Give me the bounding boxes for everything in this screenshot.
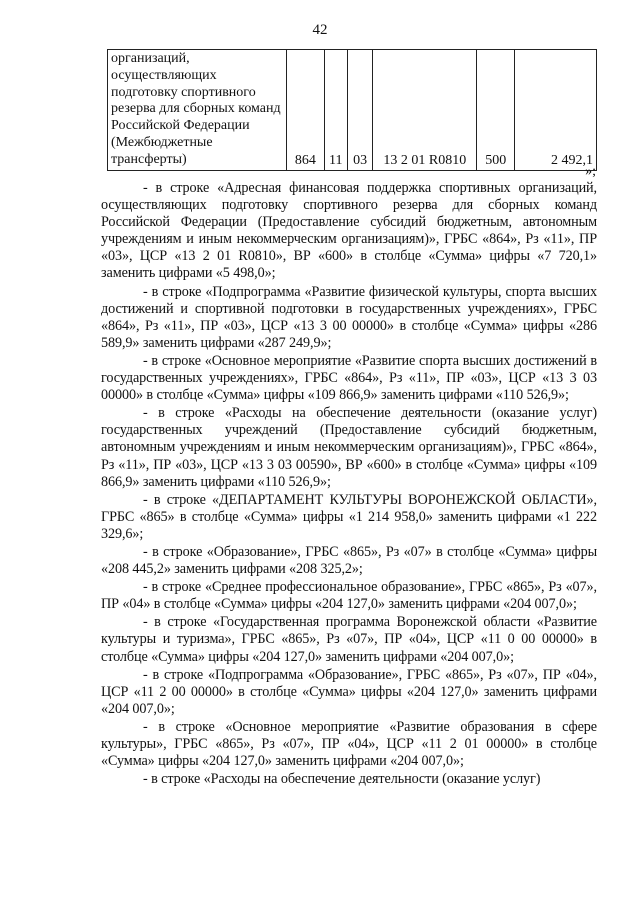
paragraph: - в строке «Подпрограмма «Развитие физической культуры, спорта высших достижений и спортивной подготовки в государственных учреждениях», ГРБС «864», Рз «11», ПР «03», ЦСР «13 3 00 00000» в столбце «Сумма» цифры «286 589,9» заменить цифрами «287 249,9»; xyxy=(101,283,597,351)
table-row xyxy=(108,50,597,171)
paragraph: - в строке «ДЕПАРТАМЕНТ КУЛЬТУРЫ ВОРОНЕЖСКОЙ ОБЛАСТИ», ГРБС «865» в столбце «Сумма» цифры «1 214 958,0» заменить цифрами «1 222 329,6»; xyxy=(101,491,597,542)
document-body xyxy=(101,180,597,788)
budget-table xyxy=(107,49,597,171)
paragraph: - в строке «Среднее профессиональное образование», ГРБС «865», Рз «07», ПР «04» в столбце «Сумма» цифры «204 127,0» заменить цифрами «204 007,0»; xyxy=(101,579,597,613)
paragraph: - в строке «Адресная финансовая поддержка спортивных организаций, осуществляющих подготовку спортивного резерва для сборных команд Российской Федерации (Предоставление субсидий бюджетным, автономным учреждениям и иным некоммерческим организациям)», ГРБС «864», Рз «11», ПР «03», ЦСР «13 2 01 R0810», ВР «600» в столбце «Сумма» цифры «7 720,1» заменить цифрами «5 498,0»; xyxy=(101,180,597,282)
paragraph: - в строке «Расходы на обеспечение деятельности (оказание услуг) государственных учреждений (Предоставление субсидий бюджетным, автономным учреждениям и иным некоммерческим организациям)», ГРБС «864», Рз «11», ПР «03», ЦСР «13 3 03 00590», ВР «600» в столбце «Сумма» цифры «109 866,9» заменить цифрами «110 526,9»; xyxy=(101,405,597,490)
paragraph: - в строке «Государственная программа Воронежской области «Развитие культуры и туризма», ГРБС «865», Рз «07», ПР «04», ЦСР «11 0 00 00000» в столбце «Сумма» цифры «204 127,0» заменить цифрами «204 007,0»; xyxy=(101,614,597,665)
paragraph: - в строке «Основное мероприятие «Развитие образования в сфере культуры», ГРБС «865», Рз «07», ПР «04», ЦСР «11 2 01 00000» в столбце «Сумма» цифры «204 127,0» заменить цифрами «204 007,0»; xyxy=(101,718,597,770)
table-cell-name: организаций, осуществляющих подготовку спортивного резерва для сборных команд Российской Федерации (Межбюджетные трансферты) xyxy=(108,50,287,171)
paragraph: - в строке «Подпрограмма «Образование», ГРБС «865», Рз «07», ПР «04», ЦСР «11 2 00 00000» в столбце «Сумма» цифры «204 127,0» заменить цифрами «204 007,0»; xyxy=(101,666,597,717)
table-cell-grbs: 864 xyxy=(287,50,324,171)
table-cell-vr: 500 xyxy=(477,50,514,171)
paragraph: - в строке «Основное мероприятие «Развитие спорта высших достижений в государственных учреждениях», ГРБС «864», Рз «11», ПР «03», ЦСР «13 3 03 00000» в столбце «Сумма» цифры «109 866,9» заменить цифрами «110 526,9»; xyxy=(101,352,597,404)
table-cell-sum: 2 492,1 xyxy=(514,50,596,171)
page-number: 42 xyxy=(312,22,328,38)
table-cell-pr: 03 xyxy=(347,50,372,171)
paragraph: - в строке «Образование», ГРБС «865», Рз «07» в столбце «Сумма» цифры «208 445,2» заменить цифрами «208 325,2»; xyxy=(101,543,597,578)
table-cell-rz: 11 xyxy=(324,50,347,171)
closing-quote: »; xyxy=(585,164,596,179)
table-cell-csr: 13 2 01 R0810 xyxy=(373,50,477,171)
paragraph: - в строке «Расходы на обеспечение деятельности (оказание услуг) xyxy=(143,771,541,788)
